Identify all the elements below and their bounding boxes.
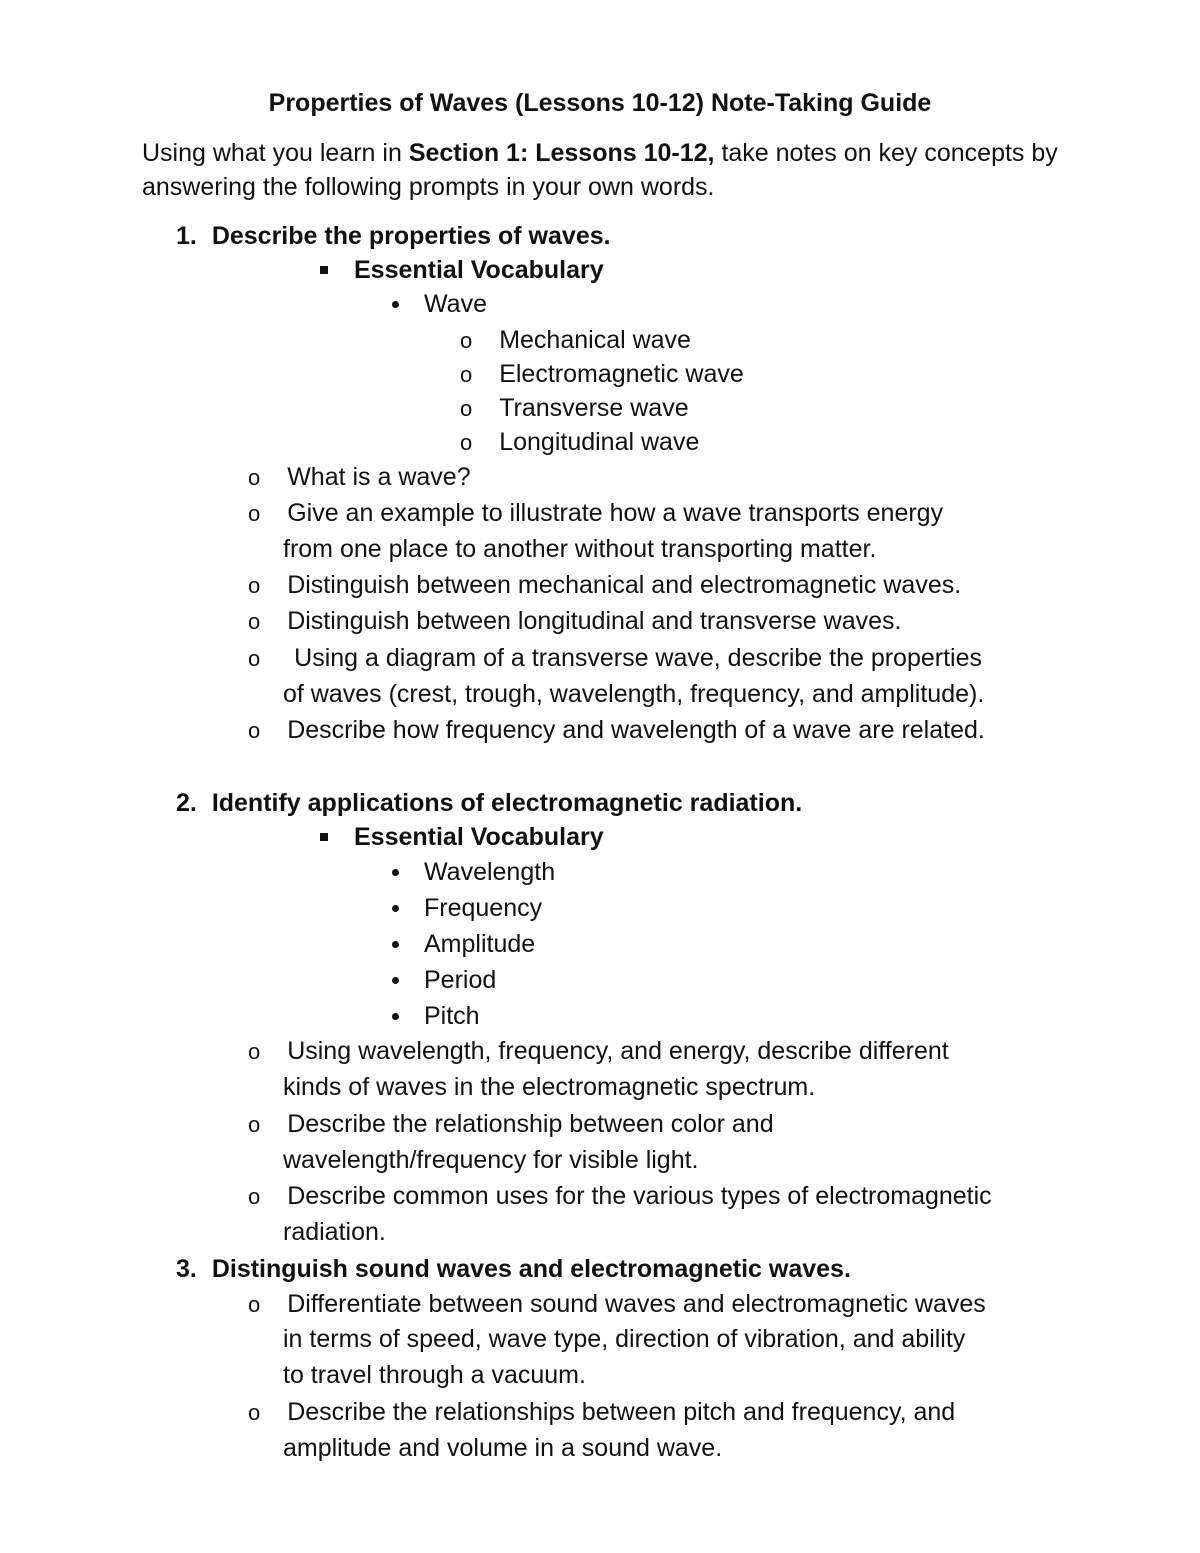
section-2-number: 2. bbox=[176, 789, 197, 817]
section-2-heading-row bbox=[176, 785, 802, 821]
prompt-item: o Using wavelength, frequency, and energy, describe different bbox=[248, 1037, 949, 1065]
intro-text-bold: Section 1: Lessons 10-12, bbox=[408, 139, 715, 167]
prompt-item: o Describe the relationship between color and bbox=[248, 1110, 774, 1138]
circle-bullet-icon: o bbox=[248, 1112, 261, 1137]
intro-paragraph bbox=[142, 136, 1062, 204]
vocab-item: Amplitude bbox=[392, 926, 535, 962]
vocab-sub-item: o Electromagnetic wave bbox=[460, 360, 744, 388]
section-1-number: 1. bbox=[176, 222, 197, 250]
section-3-heading: Distinguish sound waves and electromagnetic waves. bbox=[211, 1255, 851, 1283]
vocab-sub-item: o Mechanical wave bbox=[460, 326, 691, 354]
bullet-dot-icon bbox=[392, 301, 399, 308]
bullet-dot-icon bbox=[392, 1013, 399, 1020]
prompt-item-continued: of waves (crest, trough, wavelength, frequency, and amplitude). bbox=[283, 680, 985, 708]
circle-bullet-icon: o bbox=[248, 1184, 261, 1209]
prompt-item-continued: to travel through a vacuum. bbox=[283, 1361, 586, 1389]
circle-bullet-icon: o bbox=[460, 430, 473, 455]
section-2-heading: Identify applications of electromagnetic radiation. bbox=[211, 789, 803, 817]
section-1-heading-row bbox=[176, 218, 611, 254]
circle-bullet-icon: o bbox=[248, 609, 261, 634]
prompt-item: o Describe the relationships between pitch and frequency, and bbox=[248, 1398, 956, 1426]
prompt-item: o Distinguish between mechanical and electromagnetic waves. bbox=[248, 571, 962, 599]
section-1-vocab-heading: Essential Vocabulary bbox=[320, 252, 604, 288]
square-bullet-icon bbox=[320, 833, 328, 841]
prompt-item-continued: from one place to another without transporting matter. bbox=[283, 535, 877, 563]
section-3-heading-row bbox=[176, 1251, 851, 1287]
prompt-item-continued: in terms of speed, wave type, direction of vibration, and ability bbox=[283, 1325, 966, 1353]
vocab-sub-item: o Longitudinal wave bbox=[460, 428, 700, 456]
prompt-item-continued: kinds of waves in the electromagnetic spectrum. bbox=[283, 1073, 816, 1101]
bullet-dot-icon bbox=[392, 905, 399, 912]
bullet-dot-icon bbox=[392, 941, 399, 948]
prompt-item-continued: wavelength/frequency for visible light. bbox=[283, 1146, 699, 1174]
prompt-item: o Using a diagram of a transverse wave, describe the properties bbox=[248, 644, 982, 672]
circle-bullet-icon: o bbox=[460, 396, 473, 421]
circle-bullet-icon: o bbox=[248, 1292, 261, 1317]
circle-bullet-icon: o bbox=[248, 646, 261, 671]
circle-bullet-icon: o bbox=[248, 465, 261, 490]
circle-bullet-icon: o bbox=[248, 501, 261, 526]
bullet-dot-icon bbox=[392, 977, 399, 984]
prompt-item: o Describe common uses for the various types of electromagnetic bbox=[248, 1182, 992, 1210]
square-bullet-icon bbox=[320, 266, 328, 274]
section-1-heading: Describe the properties of waves. bbox=[211, 222, 611, 250]
circle-bullet-icon: o bbox=[460, 328, 473, 353]
circle-bullet-icon: o bbox=[248, 1400, 261, 1425]
prompt-item-continued: radiation. bbox=[283, 1218, 386, 1246]
circle-bullet-icon: o bbox=[460, 362, 473, 387]
vocab-item: Pitch bbox=[392, 998, 480, 1034]
intro-text-end: take notes on key concepts by answering the following prompts in your own words. bbox=[142, 139, 1058, 201]
vocab-item: Period bbox=[392, 962, 496, 998]
vocab-item: Frequency bbox=[392, 890, 542, 926]
section-3-number: 3. bbox=[176, 1255, 197, 1283]
vocab-item: Wave bbox=[392, 286, 487, 322]
intro-text-start: Using what you learn in bbox=[142, 139, 409, 167]
bullet-dot-icon bbox=[392, 869, 399, 876]
circle-bullet-icon: o bbox=[248, 573, 261, 598]
prompt-item-continued: amplitude and volume in a sound wave. bbox=[283, 1434, 723, 1462]
prompt-item: o What is a wave? bbox=[248, 463, 471, 491]
page-title: Properties of Waves (Lessons 10-12) Note-Taking Guide bbox=[268, 89, 932, 117]
prompt-item: o Give an example to illustrate how a wave transports energy bbox=[248, 499, 944, 527]
prompt-item: o Differentiate between sound waves and electromagnetic waves bbox=[248, 1290, 986, 1318]
vocab-item: Wavelength bbox=[392, 854, 555, 890]
prompt-item: o Distinguish between longitudinal and transverse waves. bbox=[248, 607, 902, 635]
section-2-vocab-heading: Essential Vocabulary bbox=[320, 819, 604, 855]
circle-bullet-icon: o bbox=[248, 1039, 261, 1064]
prompt-item: o Describe how frequency and wavelength of a wave are related. bbox=[248, 716, 985, 744]
vocab-sub-item: o Transverse wave bbox=[460, 394, 689, 422]
circle-bullet-icon: o bbox=[248, 718, 261, 743]
